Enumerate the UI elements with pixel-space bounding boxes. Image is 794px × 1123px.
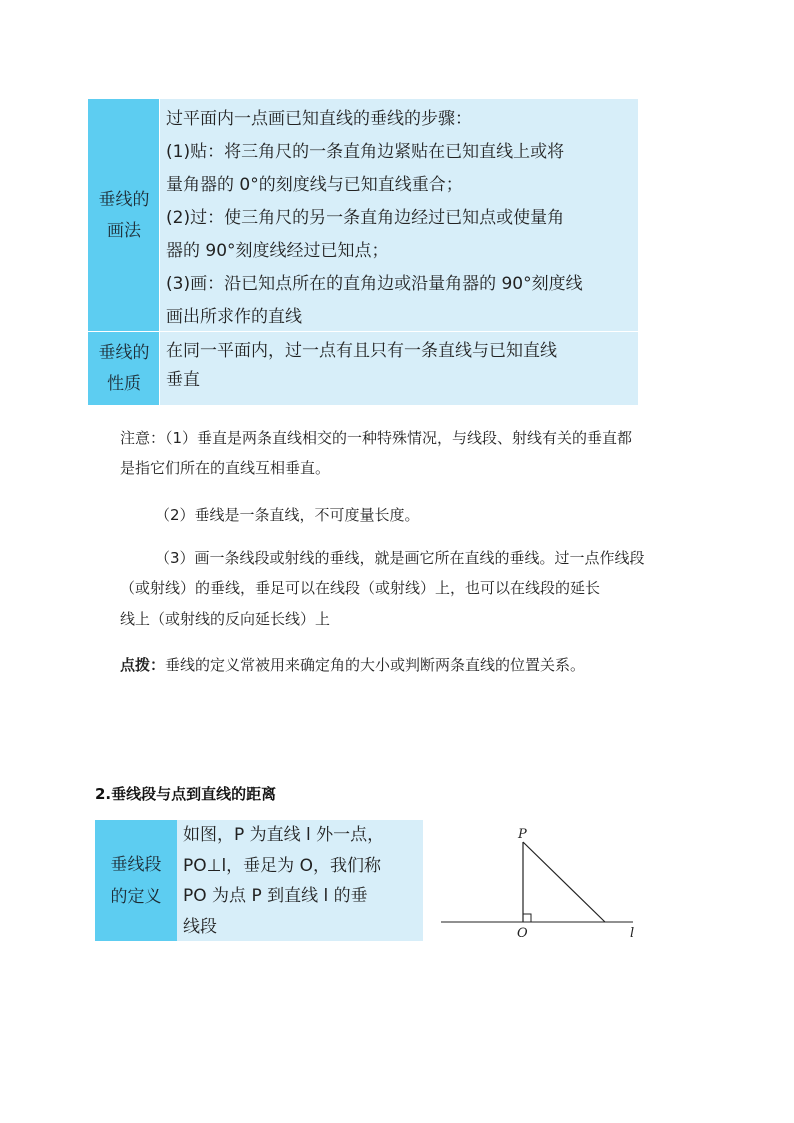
note-3-line-3: 线上（或射线的反向延长线）上 <box>120 610 331 628</box>
row-header-line: 垂线段 <box>110 854 162 875</box>
row-body-definition <box>177 820 423 941</box>
row-divider <box>88 331 638 332</box>
section-title: 2.垂线段与点到直线的距离 <box>95 785 277 803</box>
row-header-line: 的定义 <box>110 886 162 907</box>
text-line: 画出所求作的直线 <box>166 307 302 327</box>
right-angle-mark <box>523 914 531 922</box>
text-line: PO⊥l，垂足为 O，我们称 <box>183 855 381 876</box>
row-header-line: 垂线的 <box>98 342 150 363</box>
text-line: 在同一平面内，过一点有且只有一条直线与已知直线 <box>166 341 557 361</box>
text-line: 垂直 <box>166 370 200 390</box>
tip-text: 垂线的定义常被用来确定角的大小或判断两条直线的位置关系。 <box>165 656 586 674</box>
note-2: （2）垂线是一条直线，不可度量长度。 <box>155 506 420 524</box>
row-header-line: 垂线的 <box>98 189 150 210</box>
perpendicular-figure <box>423 820 647 941</box>
note-1-line-1: 注意：（1）垂直是两条直线相交的一种特殊情况，与线段、射线有关的垂直都 <box>120 429 633 447</box>
row-header-drawing-method <box>88 99 160 332</box>
row-body-property <box>160 332 638 405</box>
text-line: (3)画：沿已知点所在的直角边或沿量角器的 90°刻度线 <box>166 274 583 294</box>
note-1-line-2: 是指它们所在的直线互相垂直。 <box>120 459 331 477</box>
label-o: O <box>517 926 528 941</box>
text-line: 线段 <box>183 916 217 937</box>
note-3-line-2: （或射线）的垂线，垂足可以在线段（或射线）上，也可以在线段的延长 <box>120 579 601 597</box>
row-header-line: 画法 <box>107 220 141 241</box>
text-line: PO 为点 P 到直线 l 的垂 <box>183 886 368 906</box>
text-line: 过平面内一点画已知直线的垂线的步骤： <box>166 109 472 129</box>
note-3-line-1: （3）画一条线段或射线的垂线，就是画它所在直线的垂线。过一点作线段 <box>155 549 645 567</box>
tip-label: 点拨： <box>120 656 166 674</box>
column-divider <box>159 99 160 405</box>
oblique-segment <box>523 842 605 922</box>
table-row-property <box>88 332 638 405</box>
table-row-drawing-method <box>88 99 638 332</box>
drawing-method-table <box>88 99 638 405</box>
row-header-property <box>88 332 160 405</box>
perpendicular-segment-table <box>95 820 647 941</box>
tip-paragraph <box>120 652 585 678</box>
label-l: l <box>630 926 635 941</box>
figure-svg <box>423 820 647 941</box>
text-line: (2)过：使三角尺的另一条直角边经过已知点或使量角 <box>166 208 565 228</box>
label-p: P <box>518 827 527 842</box>
text-line: 如图，P 为直线 l 外一点， <box>183 825 385 845</box>
text-line: 量角器的 0°的刻度线与已知直线重合； <box>166 175 463 195</box>
text-line: 器的 90°刻度线经过已知点； <box>166 241 389 261</box>
row-header-definition <box>95 820 177 941</box>
row-body-drawing-method <box>160 99 638 332</box>
text-line: (1)贴：将三角尺的一条直角边紧贴在已知直线上或将 <box>166 142 565 162</box>
row-header-line: 性质 <box>107 373 141 394</box>
